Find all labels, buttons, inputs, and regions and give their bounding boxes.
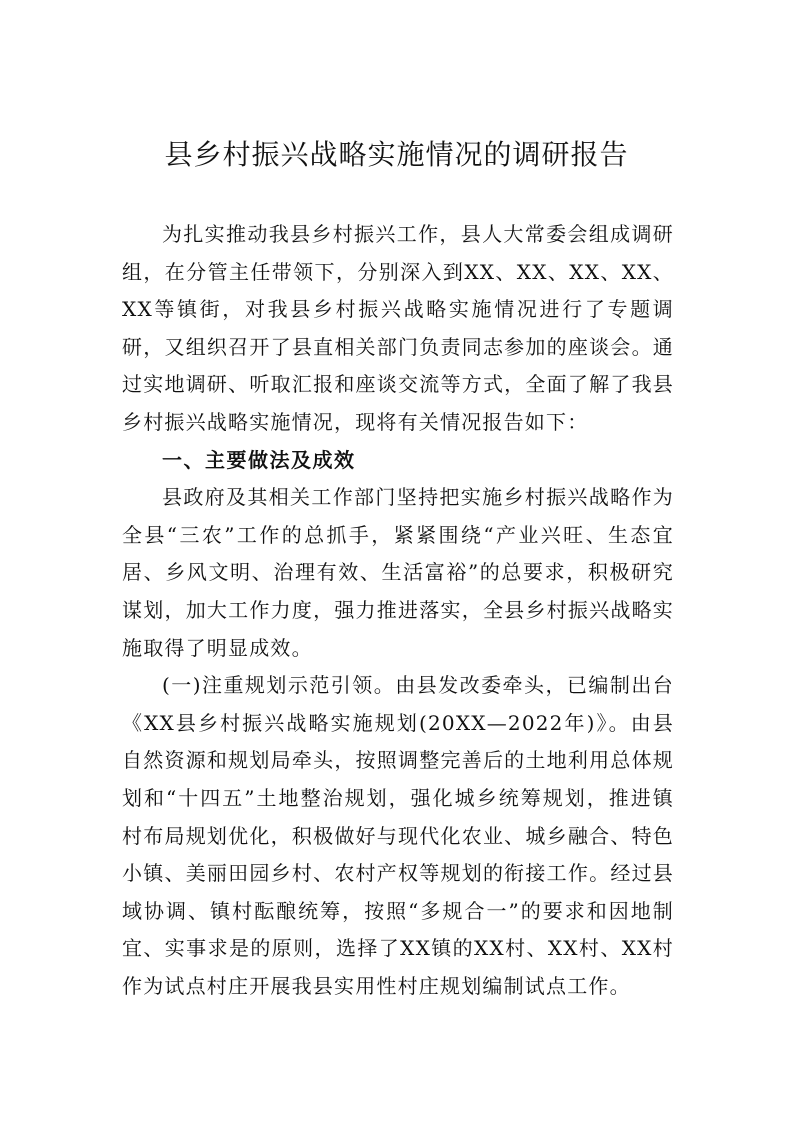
subsection-text: 由县发改委牵头，已编制出台《XX县乡村振兴战略实施规划(20XX—2022年)》。由县自然资源和规划局牵头，按照调整完善后的土地利用总体规划和“十四五”土地整治规划，强化城乡统筹规划，推进镇村布局规划优化，积极做好与现代化农业、城乡融合、特色小镇、美丽田园乡村、农村产权等规划的衔接工作。经过县域协调、镇村酝酿统筹，按照“多规合一”的要求和因地制宜、实事求是的原则，选择了XX镇的XX村、XX村、XX村作为试点村庄开展我县实用性村庄规划编制试点工作。 — [122, 673, 674, 998]
document-title: 县乡村振兴战略实施情况的调研报告 — [164, 138, 629, 171]
document-body — [122, 216, 674, 1005]
planning-paragraph — [122, 667, 674, 1005]
section-heading: 一、主要做法及成效 — [162, 447, 356, 472]
section-summary-paragraph: 县政府及其相关工作部门坚持把实施乡村振兴战略作为全县“三农”工作的总抓手，紧紧围绕“产业兴旺、生态宜居、乡风文明、治理有效、生活富裕”的总要求，积极研究谋划，加大工作力度，强力推进落实，全县乡村振兴战略实施取得了明显成效。 — [122, 485, 674, 660]
subsection-lead: (一)注重规划示范引领。 — [162, 673, 396, 698]
intro-paragraph: 为扎实推动我县乡村振兴工作，县人大常委会组成调研组，在分管主任带领下，分别深入到XX、XX、XX、XX、XX等镇街，对我县乡村振兴战略实施情况进行了专题调研，又组织召开了县直相关部门负责同志参加的座谈会。通过实地调研、听取汇报和座谈交流等方式，全面了解了我县乡村振兴战略实施情况，现将有关情况报告如下： — [122, 222, 674, 434]
